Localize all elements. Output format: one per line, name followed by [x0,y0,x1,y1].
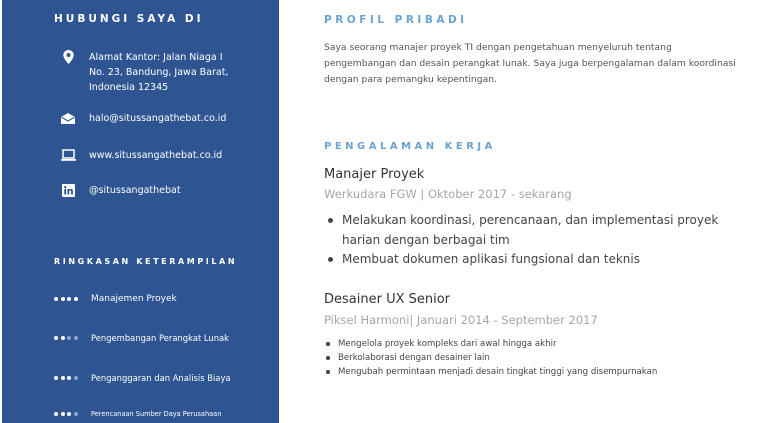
skill-dot-empty [67,336,71,340]
contact-linkedin-text[interactable]: @situssangathebat [89,185,181,196]
job-bullets [324,337,744,379]
skills-heading: RINGKASAN KETERAMPILAN [54,257,238,266]
skill-label: Perencanaan Sumber Daya Perusahaan [91,410,222,418]
laptop-icon [60,148,76,162]
skill-dot-empty [74,336,78,340]
profile-heading: PROFIL PRIBADI [324,14,468,26]
job-bullet: Membuat dokumen aplikasi fungsional dan teknis [324,250,724,270]
skill-dot-filled [61,412,65,416]
contact-email[interactable] [60,111,226,126]
skill-dot-filled [61,297,65,301]
skill-dot-filled [54,376,58,380]
experience-heading: PENGALAMAN KERJA [324,141,496,152]
skill-dot-filled [54,297,58,301]
skill-level-dots [54,336,85,340]
job-bullet: Berkolaborasi dengan desainer lain [324,351,744,365]
skill-dot-filled [54,336,58,340]
job-subtitle: Werkudara FGW | Oktober 2017 - sekarang [324,187,572,201]
skill-dot-filled [74,297,78,301]
skill-dot-empty [74,376,78,380]
job-bullet: Melakukan koordinasi, perencanaan, dan implementasi proyek harian dengan berbagai tim [324,211,724,250]
envelope-icon [60,111,76,125]
skill-item [54,410,221,418]
job-bullet: Mengubah permintaan menjadi desain tingkat tinggi yang disempurnakan [324,365,744,379]
skill-level-dots [54,297,85,301]
skill-level-dots [54,376,85,380]
skill-dot-filled [61,336,65,340]
skill-dot-filled [67,297,71,301]
skill-dot-filled [67,412,71,416]
profile-text: Saya seorang manajer proyek TI dengan pengetahuan menyeluruh tentang pengembangan dan desain perangkat lunak. Saya juga berpengalaman dalam koordinasi dengan para pemangku kepentingan. [324,42,736,85]
linkedin-icon [60,183,76,197]
job-bullets [324,211,724,270]
contact-website[interactable] [60,148,222,163]
skill-label: Penganggaran dan Analisis Biaya [91,373,231,383]
skill-dot-filled [54,412,58,416]
contact-heading: HUBUNGI SAYA DI [54,13,204,25]
contact-website-text[interactable]: www.situssangathebat.co.id [89,150,223,161]
contact-email-text[interactable]: halo@situssangathebat.co.id [89,113,227,124]
skill-item [54,294,177,304]
location-pin-icon [60,50,76,64]
skill-label: Manajemen Proyek [91,294,177,304]
skill-level-dots [54,412,85,416]
skill-dot-filled [61,376,65,380]
sidebar [2,0,279,423]
skill-item [54,373,231,383]
job-title: Desainer UX Senior [324,292,451,307]
job-title: Manajer Proyek [324,167,425,182]
job-bullet: Mengelola proyek kompleks dari awal hingga akhir [324,337,744,351]
contact-linkedin[interactable] [60,183,181,198]
skill-dot-empty [74,412,78,416]
skill-label: Pengembangan Perangkat Lunak [91,333,230,343]
job-subtitle: Piksel Harmoni| Januari 2014 - September 2017 [324,313,598,327]
skill-item [54,333,229,343]
contact-address [60,50,228,95]
skill-dot-filled [67,376,71,380]
contact-address-text: Alamat Kantor: Jalan Niaga I No. 23, Bandung, Jawa Barat, Indonesia 12345 [89,52,229,93]
